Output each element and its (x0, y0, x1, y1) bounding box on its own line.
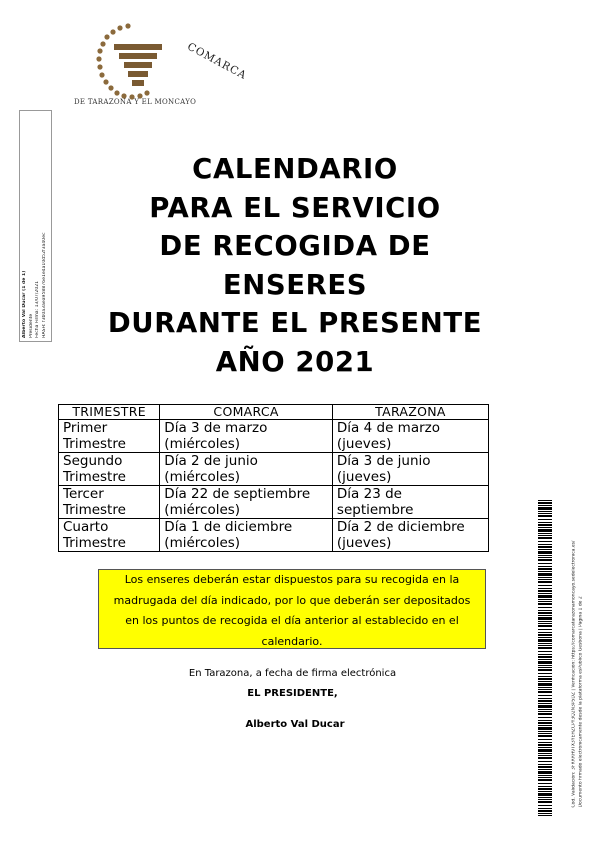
barcode-bar (538, 661, 552, 664)
cell-line: Trimestre (63, 535, 126, 551)
barcode-bar (538, 610, 552, 611)
barcode-bar (538, 676, 552, 677)
barcode-bar (538, 579, 552, 580)
barcode-bar (538, 645, 552, 646)
barcode-bar (538, 786, 552, 787)
barcode-bar (538, 533, 552, 534)
document-title (40, 150, 550, 381)
table-row (59, 486, 489, 519)
barcode-bar (538, 625, 552, 627)
barcode-bar (538, 585, 552, 586)
logo-subtitle: DE TARAZONA Y EL MONCAYO (74, 98, 197, 106)
barcode-bar (538, 735, 552, 737)
barcode-bar (538, 621, 552, 622)
barcode-bar (538, 731, 552, 732)
barcode-bar (538, 502, 552, 504)
table-row (59, 453, 489, 486)
barcode-bar (538, 617, 552, 620)
barcode-bar (538, 799, 552, 800)
barcode-bar (538, 678, 552, 680)
barcode-bar (538, 607, 552, 608)
barcode-bar (538, 599, 552, 600)
cell-line: Cuarto (63, 519, 109, 535)
header-comarca: COMARCA (160, 405, 333, 420)
barcode-bar (538, 612, 552, 614)
barcode-bar (538, 639, 552, 642)
barcode-bar (538, 757, 552, 759)
title-line: ENSERES (222, 268, 368, 301)
barcode-bar (538, 777, 552, 778)
barcode-bar (538, 713, 552, 715)
barcode-bar (538, 683, 552, 686)
barcode-bar (538, 764, 552, 765)
stamp-line: Fecha Firma: 13/07/2021 (35, 280, 40, 338)
barcode-bar (538, 698, 552, 699)
signature-role: EL PRESIDENTE, (247, 688, 338, 699)
cell-comarca (160, 453, 333, 486)
validation-strip (563, 500, 593, 816)
barcode-bar (538, 551, 552, 554)
barcode-bar (538, 667, 552, 668)
cell-line: Día 2 de junio (164, 453, 258, 469)
barcode-bar (538, 573, 552, 576)
cell-trimestre (59, 453, 160, 486)
title-line: DURANTE EL PRESENTE (107, 307, 483, 339)
barcode-bar (538, 590, 552, 592)
barcode-bar (538, 808, 552, 809)
barcode-bar (538, 513, 552, 514)
title-line: PARA EL SERVICIO (149, 191, 441, 224)
header-trimestre: TRIMESTRE (59, 405, 160, 420)
cell-line: Trimestre (63, 436, 126, 452)
cell-line: Segundo (63, 453, 123, 469)
cell-line: Día 23 de (336, 486, 402, 502)
cell-line: Día 22 de septiembre (164, 486, 311, 502)
cell-comarca (160, 420, 333, 453)
barcode-bar (538, 577, 552, 578)
table-header-row (59, 405, 489, 420)
table-row (59, 519, 489, 552)
barcode-bar (538, 659, 552, 660)
barcode-bar (538, 654, 552, 655)
barcode-bar (538, 544, 552, 545)
barcode-bar (538, 747, 552, 748)
barcode-bar (538, 709, 552, 710)
barcode-bar (538, 535, 552, 536)
title-line: DE RECOGIDA DE (159, 230, 431, 262)
barcode-bar (538, 771, 552, 774)
barcode-bar (538, 515, 552, 517)
barcode-bar (538, 700, 552, 702)
barcode-bar (538, 603, 552, 605)
barcode-bar (538, 749, 552, 752)
barcode-bar (538, 711, 552, 712)
barcode-bar (538, 571, 552, 572)
barcode-bar (538, 537, 552, 539)
header-tarazona: TARAZONA (332, 405, 488, 420)
stamp-line: HASH: f3b0a3aea958876e1e4a10d52f3a40ec (41, 232, 47, 338)
cell-comarca (160, 486, 333, 519)
barcode-bar (538, 559, 552, 561)
validation-line: Documento firmado electrónicamente desde la plataforma esPublico Gestiona | Página 1 de 2 (578, 596, 583, 808)
cell-line: (miércoles) (164, 535, 241, 551)
calendar-table (58, 404, 489, 552)
cell-line: (miércoles) (164, 469, 241, 485)
barcode-bar (538, 742, 552, 743)
barcode-bar (538, 769, 552, 770)
title-line: CALENDARIO (192, 153, 398, 185)
cell-line: Día 3 de junio (336, 453, 431, 469)
barcode-bar (538, 601, 552, 602)
barcode-bar (538, 669, 552, 671)
cell-line: Primer (63, 420, 108, 436)
cell-line: (jueves) (336, 436, 392, 452)
barcode-bar (538, 779, 552, 781)
barcode-bar (538, 766, 552, 768)
barcode-graphic (538, 500, 552, 816)
barcode-bar (538, 775, 552, 776)
barcode-bar (538, 755, 552, 756)
barcode-bar (538, 788, 552, 790)
barcode-bar (538, 500, 552, 501)
barcode-bar (538, 695, 552, 696)
cell-trimestre (59, 486, 160, 519)
barcode-bar (538, 744, 552, 746)
barcode-bar (538, 705, 552, 708)
barcode-bar (538, 629, 552, 630)
barcode-bar (538, 557, 552, 558)
barcode-bar (538, 522, 552, 523)
barcode-bar (538, 593, 552, 594)
cell-line: septiembre (336, 502, 414, 518)
table-row (59, 420, 489, 453)
barcode-bar (538, 595, 552, 598)
cell-line: Trimestre (63, 502, 126, 518)
barcode-bar (538, 791, 552, 792)
barcode-bar (538, 761, 552, 762)
barcode-bar (538, 507, 552, 510)
cell-line: (miércoles) (164, 502, 241, 518)
logo-word-text: COMARCA (185, 40, 249, 83)
barcode-bar (538, 753, 552, 754)
barcode-bar (538, 793, 552, 796)
barcode-bar (538, 733, 552, 734)
notice-line: en los puntos de recogida el día anterior al establecido en el (125, 614, 459, 627)
cell-tarazona (332, 519, 488, 552)
barcode-bar (538, 720, 552, 721)
cell-line: (jueves) (336, 535, 392, 551)
barcode-bar (538, 665, 552, 666)
barcode-bar (538, 634, 552, 636)
cell-line: Día 1 de diciembre (164, 519, 293, 535)
notice-line: Los enseres deberán estar dispuestos para su recogida en la (124, 573, 460, 586)
barcode-bar (538, 643, 552, 644)
cell-line: Día 4 de marzo (336, 420, 440, 436)
barcode-bar (538, 810, 552, 812)
barcode-bar (538, 687, 552, 688)
validation-text (572, 492, 585, 808)
barcode-bar (538, 783, 552, 784)
barcode-bar (538, 623, 552, 624)
notice-line: calendario. (261, 634, 323, 648)
barcode-bar (538, 815, 552, 816)
barcode-bar (538, 541, 552, 542)
collection-notice (98, 569, 486, 649)
barcode-bar (538, 717, 552, 718)
barcode-bar (538, 656, 552, 658)
barcode-bar (538, 519, 552, 520)
barcode-bar (538, 632, 552, 633)
cell-tarazona (332, 453, 488, 486)
barcode-bar (538, 691, 552, 693)
barcode-bar (538, 651, 552, 652)
cell-line: Día 3 de marzo (164, 420, 268, 436)
stamp-line: Alberto Val Ducar (1 de 1) (22, 270, 27, 338)
comarca-logo (70, 18, 249, 112)
barcode-bar (538, 689, 552, 690)
barcode-bar (538, 581, 552, 583)
cell-line: Trimestre (63, 469, 126, 485)
cell-trimestre (59, 420, 160, 453)
barcode-bar (538, 505, 552, 506)
signer-name: Alberto Val Ducar (245, 719, 345, 730)
barcode-bar (538, 805, 552, 806)
barcode-bar (538, 588, 552, 589)
barcode-bar (538, 555, 552, 556)
barcode-bar (538, 673, 552, 674)
barcode-bar (538, 546, 552, 548)
cell-trimestre (59, 519, 160, 552)
barcode-bar (538, 681, 552, 682)
cell-comarca (160, 519, 333, 552)
barcode-bar (538, 527, 552, 528)
signature-place: En Tarazona, a fecha de firma electrónica (188, 668, 397, 679)
cell-tarazona (332, 486, 488, 519)
title-line: AÑO 2021 (215, 345, 375, 378)
cell-line: (miércoles) (164, 436, 241, 452)
barcode-bar (538, 524, 552, 526)
cell-line: Tercer (63, 486, 104, 502)
cell-line: (jueves) (336, 469, 392, 485)
barcode-bar (538, 725, 552, 726)
barcode-bar (538, 615, 552, 616)
stamp-line: Presidente (28, 313, 34, 338)
barcode-bar (538, 727, 552, 730)
barcode-bar (538, 511, 552, 512)
barcode-bar (538, 549, 552, 550)
barcode-bar (538, 568, 552, 570)
barcode-icon (538, 500, 552, 816)
barcode-bar (538, 703, 552, 704)
barcode-bar (538, 797, 552, 798)
barcode-bar (538, 722, 552, 724)
validation-line: Cód. Validación: 3FRRRH9TX3YEHZCPY3Q2N3P5DZ | Verificación: https://comarcatarazonamoncayo.sedelectronica.es/ (571, 540, 577, 808)
cell-tarazona (332, 420, 488, 453)
barcode-bar (538, 566, 552, 567)
notice-line: madrugada del día indicado, por lo que deberán ser depositados (113, 593, 471, 607)
barcode-bar (538, 647, 552, 649)
cell-line: Día 2 de diciembre (336, 519, 465, 535)
barcode-bar (538, 801, 552, 803)
barcode-bar (538, 563, 552, 564)
barcode-bar (538, 637, 552, 638)
barcode-bar (538, 529, 552, 532)
barcode-bar (538, 739, 552, 740)
barcode-bar (538, 813, 552, 814)
